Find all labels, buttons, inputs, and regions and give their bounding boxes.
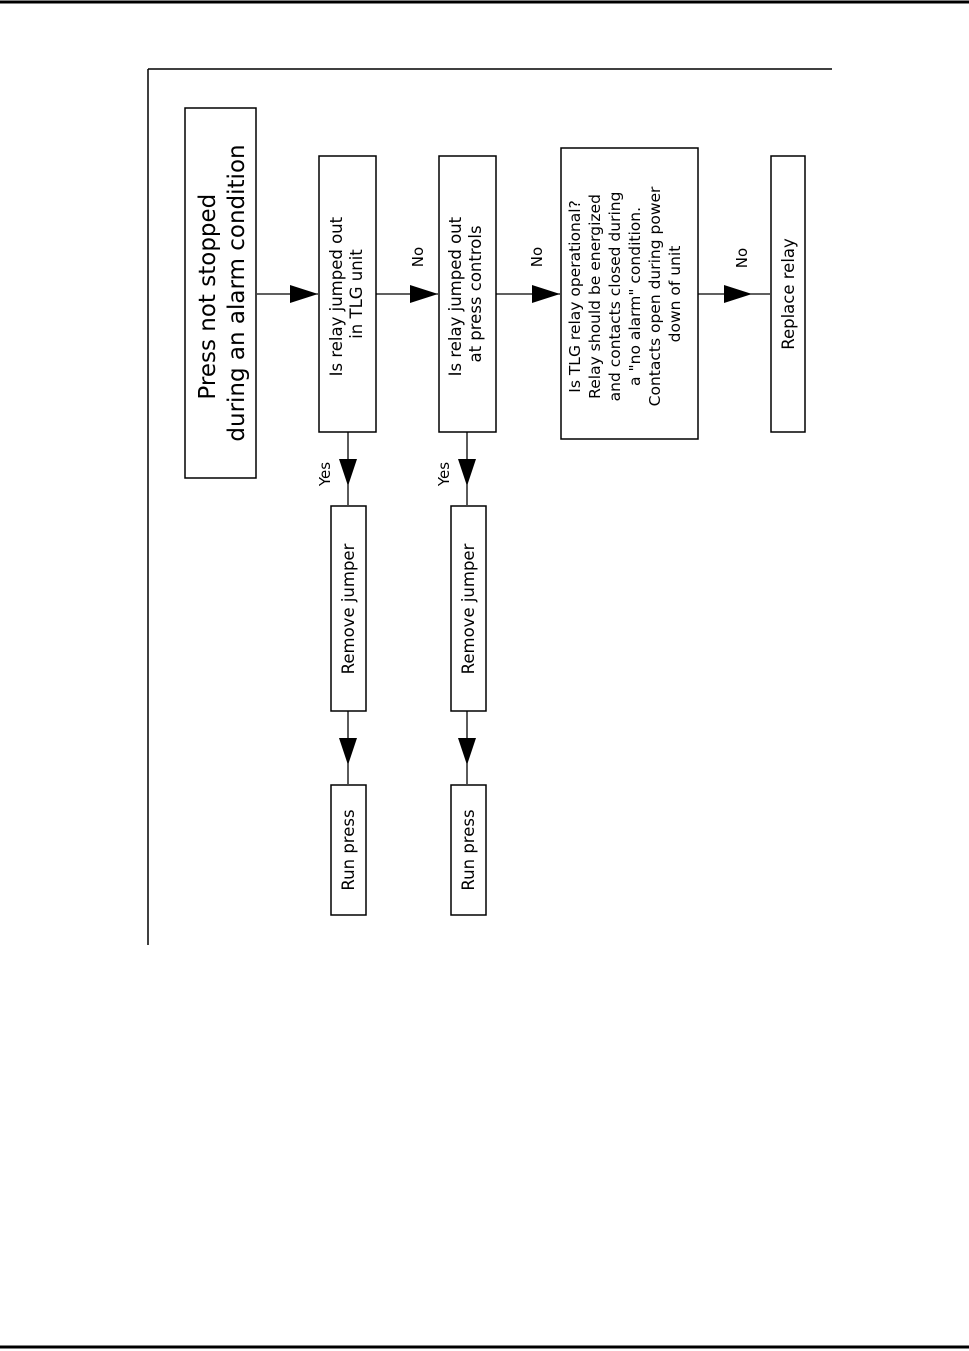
- replace-relay-text: Replace relay: [779, 238, 798, 350]
- run-press-1-text: Run press: [339, 809, 358, 891]
- edge-label-no-3: No: [733, 247, 751, 269]
- decision-relay-operational-text: Is TLG relay operational? Relay should be energized and contacts closed during a "no alarm" condition. Contacts open during power down of unit: [566, 186, 684, 407]
- arrow-jumper2-to-run: [458, 738, 476, 765]
- edge-label-no-1: No: [409, 246, 427, 268]
- arrow-tlg-to-press: [410, 285, 438, 303]
- remove-jumper-1-text: Remove jumper: [339, 543, 358, 675]
- edge-label-no-2: No: [528, 246, 546, 268]
- arrow-relay-to-replace: [724, 285, 752, 303]
- edge-label-yes-2: Yes: [435, 461, 453, 487]
- decision-tlg-jumper-text: Is relay jumped out in TLG unit: [327, 216, 366, 377]
- edge-label-yes-1: Yes: [316, 461, 334, 487]
- decision-press-jumper-text: Is relay jumped out at press controls: [446, 216, 485, 377]
- arrow-press-yes: [458, 459, 476, 486]
- arrow-start-to-tlg: [290, 285, 318, 303]
- arrow-tlg-yes: [339, 459, 357, 486]
- run-press-2-text: Run press: [459, 809, 478, 891]
- arrow-press-to-relay: [532, 285, 560, 303]
- arrow-jumper1-to-run: [339, 738, 357, 765]
- remove-jumper-2-text: Remove jumper: [459, 543, 478, 675]
- start-text: Press not stopped during an alarm condition: [195, 144, 250, 442]
